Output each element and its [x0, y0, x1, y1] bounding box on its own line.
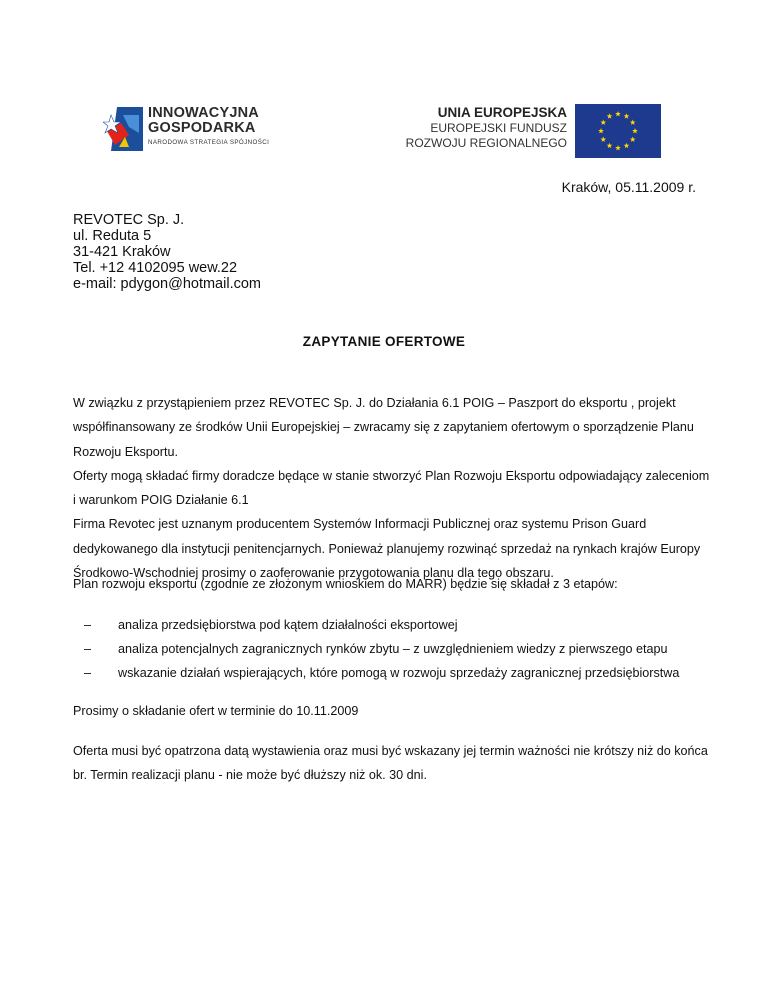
paragraph-intro: W związku z przystąpieniem przez REVOTEC Sp. J. do Działania 6.1 POIG – Paszport do eksportu , projekt współfinansowany ze środków Unii Europejskiej – zwracamy się z zapytaniem ofertowym o sporządzenie Planu Rozwoju Eksportu. [73, 396, 694, 459]
list-dash: – [84, 642, 92, 656]
sender-address [73, 212, 261, 292]
company-name: REVOTEC Sp. J. [73, 212, 185, 228]
paragraph-company: Firma Revotec jest uznanym producentem Systemów Informacji Publicznej oraz systemu Prison Guard dedykowanego dla instytucji penitencjarnych. Ponieważ planujemy rozwinąć sprzedaż na rynkach krajów Europy Środkowo-Wschodniej prosimy o zaoferowanie przygotowania planu dla tego obszaru. [73, 517, 701, 581]
stage-text: analiza potencjalnych zagranicznych rynków zbytu – z uwzględnieniem wiedzy z pierwszego etapu [118, 642, 668, 656]
email-address: e-mail: pdygon@hotmail.com [73, 276, 261, 292]
list-item [73, 637, 679, 661]
list-item [73, 613, 679, 637]
list-item [73, 661, 679, 685]
stage-text: analiza przedsiębiorstwa pod kątem działalności eksportowej [118, 618, 458, 632]
logo-ig-title-line1: INNOWACYJNA [148, 105, 259, 121]
phone-number: Tel. +12 4102095 wew.22 [73, 260, 238, 276]
document-title: ZAPYTANIE OFERTOWE [302, 334, 466, 349]
offer-terms [73, 739, 713, 788]
postal-city: 31-421 Kraków [73, 244, 171, 260]
logo-ue-line3: ROZWOJU REGIONALNEGO [405, 136, 567, 150]
innowacyjna-gospodarka-emblem-icon [103, 105, 145, 153]
paragraph-plan-intro: Plan rozwoju eksportu (zgodnie ze złożonym wnioskiem do MARR) będzie się składał z 3 etapów: [73, 577, 618, 591]
paragraph-offer-terms: Oferta musi być opatrzona datą wystawienia oraz musi być wskazany jej termin ważności nie krótszy niż do końca br. Termin realizacji planu - nie może być dłuższy niż ok. 30 dni. [73, 744, 708, 783]
list-dash: – [84, 618, 92, 632]
stages-list [73, 613, 679, 685]
eu-flag-icon [575, 104, 661, 158]
logo-ue-line2: EUROPEJSKI FUNDUSZ [430, 121, 567, 135]
stage-text: wskazanie działań wspierających, które pomogą w rozwoju sprzedaży zagranicznej przedsiębiorstwa [118, 666, 680, 680]
intro-paragraphs [73, 391, 713, 585]
list-dash: – [84, 666, 92, 680]
paragraph-deadline: Prosimy o składanie ofert w terminie do 10.11.2009 [73, 704, 359, 718]
paragraph-eligibility: Oferty mogą składać firmy doradcze będące w stanie stworzyć Plan Rozwoju Eksportu odpowiadający zaleceniom i warunkom POIG Działanie 6.1 [73, 468, 710, 508]
street-address: ul. Reduta 5 [73, 228, 152, 244]
document-date: Kraków, 05.11.2009 r. [561, 179, 696, 195]
logo-ue-title: UNIA EUROPEJSKA [437, 105, 567, 120]
logo-ig-title-line2: GOSPODARKA [148, 120, 256, 136]
logo-ig-subtitle: NARODOWA STRATEGIA SPÓJNOŚCI [148, 139, 270, 146]
